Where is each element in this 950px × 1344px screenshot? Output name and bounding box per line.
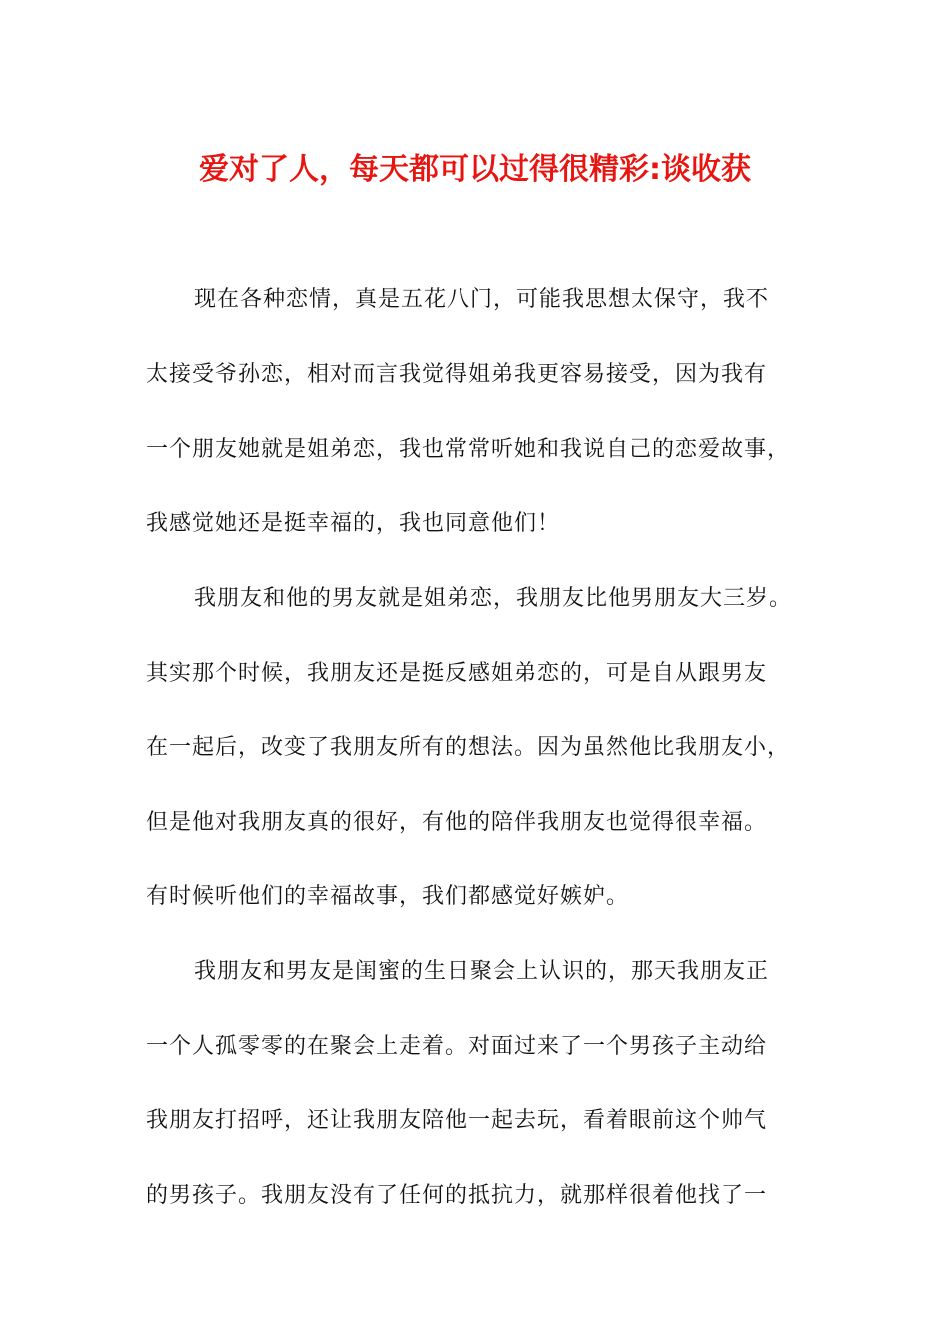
paragraph-1-line-3: 一个朋友她就是姐弟恋，我也常常听她和我说自己的恋爱故事，: [146, 437, 791, 462]
paragraph-2-line-1: 我朋友和他的男友就是姐弟恋，我朋友比他男朋友大三岁。: [194, 586, 793, 611]
paragraph-1-line-2: 太接受爷孙恋，相对而言我觉得姐弟我更容易接受，因为我有: [146, 362, 768, 387]
paragraph-2-line-3: 在一起后，改变了我朋友所有的想法。因为虽然他比我朋友小，: [146, 735, 791, 760]
paragraph-1-line-4: 我感觉她还是挺幸福的，我也同意他们！: [146, 511, 561, 536]
paragraph-3-line-3: 我朋友打招呼，还让我朋友陪他一起去玩，看着眼前这个帅气: [146, 1108, 768, 1133]
paragraph-3-line-4: 的男孩子。我朋友没有了任何的抵抗力，就那样很着他找了一: [146, 1183, 768, 1208]
paragraph-1-line-1: 现在各种恋情，真是五花八门，可能我思想太保守，我不: [194, 287, 770, 312]
paragraph-3-line-2: 一个人孤零零的在聚会上走着。对面过来了一个男孩子主动给: [146, 1034, 768, 1059]
paragraph-3-line-1: 我朋友和男友是闺蜜的生日聚会上认识的，那天我朋友正: [194, 959, 770, 984]
paragraph-2-line-2: 其实那个时候，我朋友还是挺反感姐弟恋的，可是自从跟男友: [146, 661, 768, 686]
document-title: 爱对了人，每天都可以过得很精彩:谈收获: [199, 152, 751, 187]
paragraph-2-line-5: 有时候听他们的幸福故事，我们都感觉好嫉妒。: [146, 884, 630, 909]
paragraph-2-line-4: 但是他对我朋友真的很好，有他的陪伴我朋友也觉得很幸福。: [146, 810, 768, 835]
